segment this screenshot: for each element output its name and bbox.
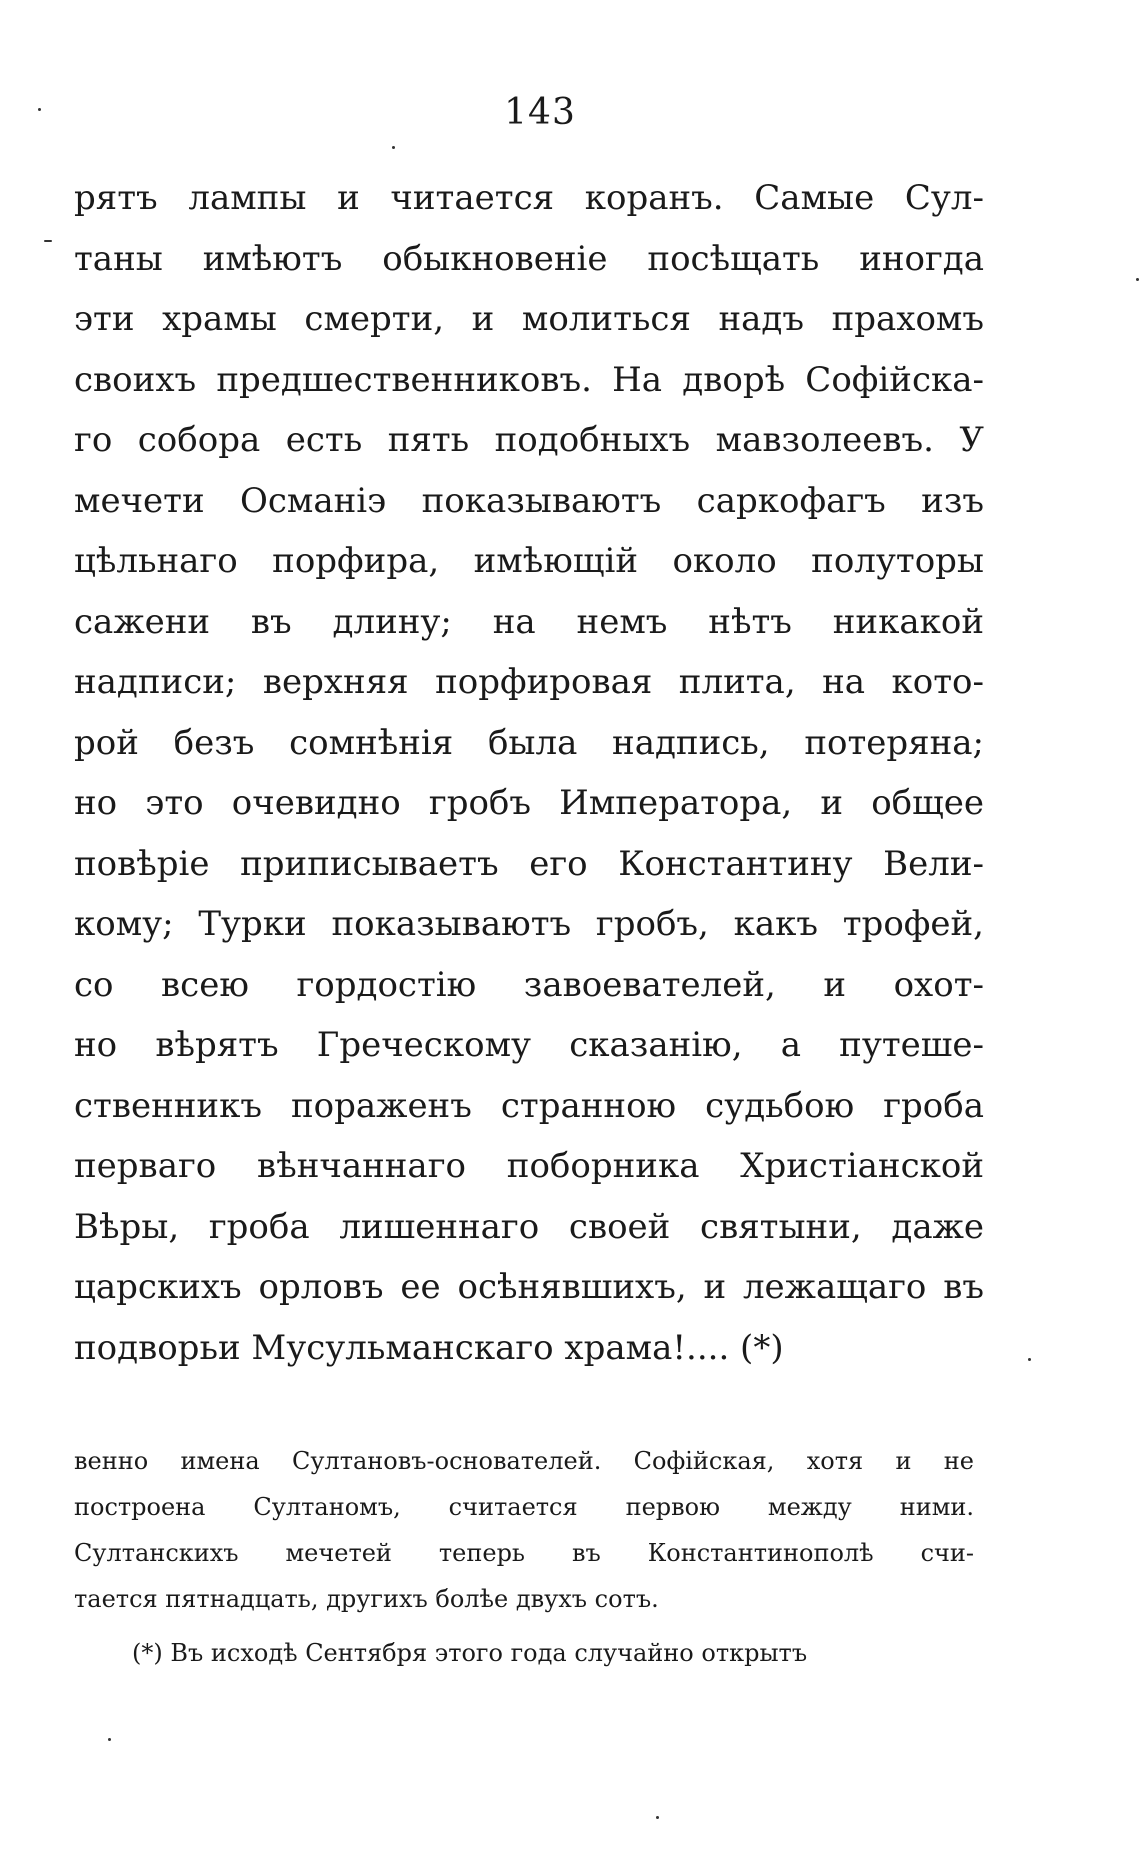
scan-speck — [108, 1738, 111, 1741]
text-line: таны имѣютъ обыкновеніе посѣщать иногда — [74, 238, 984, 279]
text-line: цѣльнаго порфира, имѣющій около полуторы — [74, 541, 984, 581]
text-line: эти храмы смерти, и молиться надъ прахомъ — [74, 299, 984, 339]
text-line: мечети Османіэ показываютъ саркофагъ изъ — [74, 480, 984, 521]
text-line: сажени въ длину; на немъ нѣтъ никакой — [74, 601, 984, 642]
text-line: кому; Турки показываютъ гробъ, какъ трофей, — [74, 904, 984, 944]
footnote-gap — [74, 1622, 974, 1630]
page-number: 143 — [504, 92, 576, 133]
main-text — [74, 168, 984, 1378]
footnote-line: Султанскихъ мечетей теперь въ Константинополѣ счи- — [74, 1539, 974, 1567]
text-line-last: подворьи Мусульманскаго храма!.... (*) — [74, 1327, 784, 1368]
text-line: своихъ предшественниковъ. На дворѣ Софійска- — [74, 359, 984, 400]
footnote-line: венно имена Султановъ-основателей. Софійская, хотя и не — [74, 1447, 974, 1475]
scan-speck — [656, 1816, 659, 1819]
text-line: рой безъ сомнѣнія была надпись, потеряна; — [74, 722, 984, 763]
text-line: со всею гордостію завоевателей, и охот- — [74, 964, 984, 1005]
text-line: повѣріе приписываетъ его Константину Вели- — [74, 843, 984, 884]
text-line: Вѣры, гроба лишеннаго своей святыни, даже — [74, 1206, 984, 1247]
scan-speck — [392, 146, 395, 149]
text-line: но вѣрятъ Греческому сказанію, а путеше- — [74, 1025, 984, 1065]
text-line: перваго вѣнчаннаго поборника Христіанской — [74, 1146, 984, 1186]
footnotes — [74, 1438, 974, 1676]
text-line: го собора есть пять подобныхъ мавзолеевъ. У — [74, 420, 984, 460]
text-line: надписи; верхняя порфировая плита, на кото- — [74, 662, 984, 702]
footnote-star-line: (*) Въ исходѣ Сентября этого года случайно открытъ — [132, 1639, 808, 1667]
text-line: но это очевидно гробъ Императора, и общее — [74, 783, 984, 823]
scan-speck — [38, 108, 41, 111]
text-line: ственникъ пораженъ странною судьбою гроба — [74, 1085, 984, 1126]
scan-speck — [44, 240, 52, 242]
text-line: рятъ лампы и читается коранъ. Самые Сул- — [74, 178, 984, 218]
footnote-line: тается пятнадцать, другихъ болѣе двухъ сотъ. — [74, 1585, 659, 1613]
text-line: царскихъ орловъ ее осѣнявшихъ, и лежащаго въ — [74, 1267, 984, 1307]
scan-speck — [1028, 1358, 1031, 1361]
footnote-line: построена Султаномъ, считается первою между ними. — [74, 1493, 974, 1521]
scan-speck — [1136, 278, 1139, 281]
